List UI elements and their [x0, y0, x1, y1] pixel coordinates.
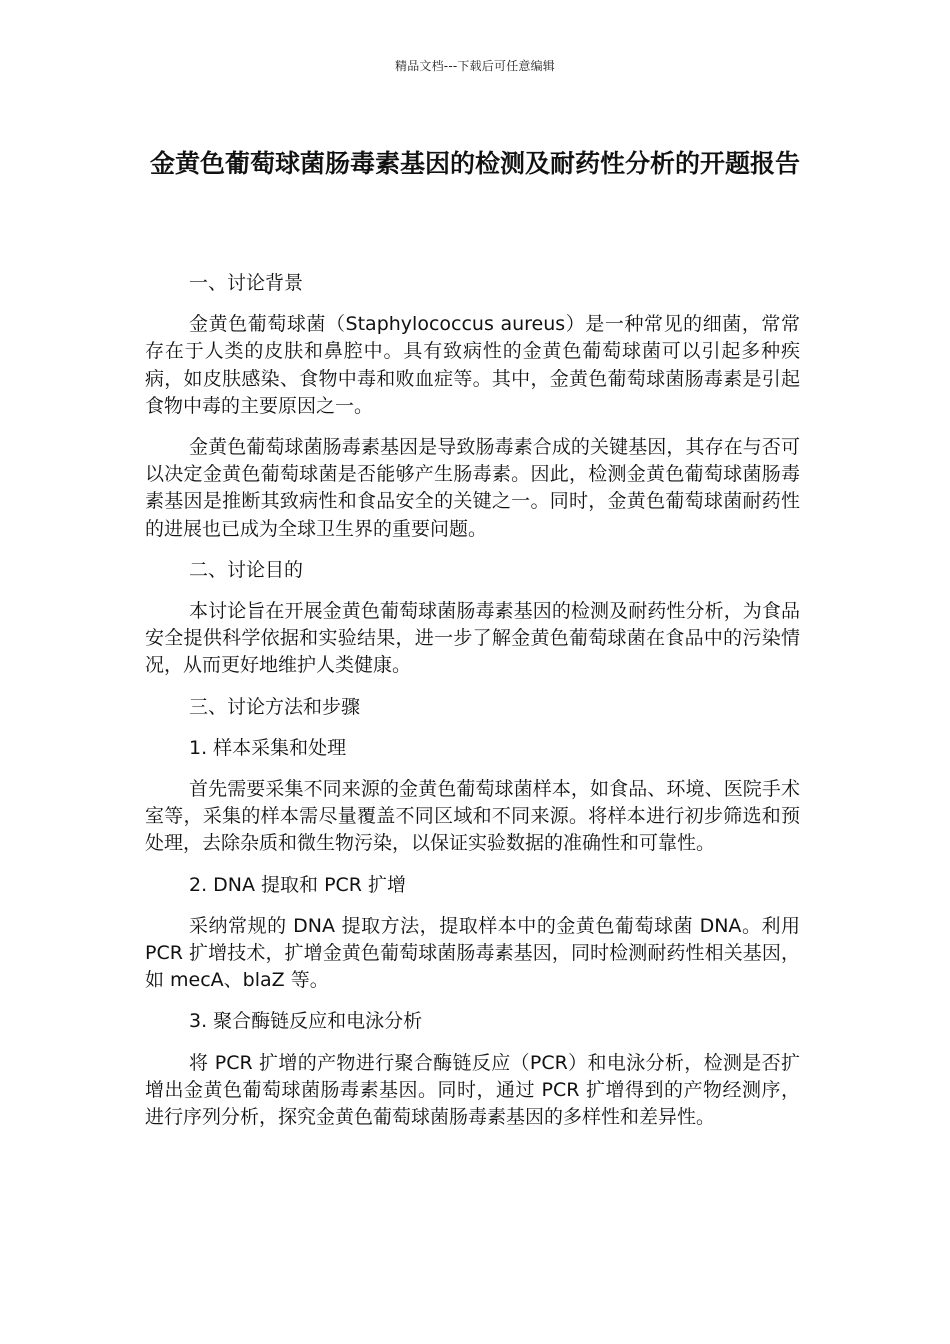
paragraph-background-2: 金黄色葡萄球菌肠毒素基因是导致肠毒素合成的关键基因，其存在与否可以决定金黄色葡萄球菌是否能够产生肠毒素。因此，检测金黄色葡萄球菌肠毒素基因是推断其致病性和食品安全的关键之一。同时，金黄色葡萄球菌耐药性的进展也已成为全球卫生界的重要问题。	[145, 436, 800, 540]
paragraph-sampling: 首先需要采集不同来源的金黄色葡萄球菌样本，如食品、环境、医院手术室等，采集的样本需尽量覆盖不同区域和不同来源。将样本进行初步筛选和预处理，去除杂质和微生物污染，以保证实验数据的准确性和可靠性。	[145, 778, 800, 855]
paragraph-dna-pcr: 采纳常规的 DNA 提取方法，提取样本中的金黄色葡萄球菌 DNA。利用 PCR 扩增技术，扩增金黄色葡萄球菌肠毒素基因，同时检测耐药性相关基因，如 mecA、blaZ 等。	[145, 914, 800, 992]
section-heading-purpose: 二、讨论目的	[189, 558, 304, 581]
section-heading-background: 一、讨论背景	[189, 272, 304, 294]
subheading-dna-pcr: 2. DNA 提取和 PCR 扩增	[189, 873, 407, 896]
subheading-sampling: 1. 样本采集和处理	[189, 736, 347, 759]
document-body	[145, 270, 800, 1145]
paragraph-purpose: 本讨论旨在开展金黄色葡萄球菌肠毒素基因的检测及耐药性分析，为食品安全提供科学依据和实验结果，进一步了解金黄色葡萄球菌在食品中的污染情况，从而更好地维护人类健康。	[145, 600, 800, 677]
paragraph-electrophoresis: 将 PCR 扩增的产物进行聚合酶链反应（PCR）和电泳分析，检测是否扩增出金黄色葡萄球菌肠毒素基因。同时，通过 PCR 扩增得到的产物经测序，进行序列分析，探究金黄色葡萄球菌肠毒素基因的多样性和差异性。	[145, 1051, 800, 1129]
section-heading-methods: 三、讨论方法和步骤	[189, 695, 361, 718]
header-note: 精品文档---下载后可任意编辑	[395, 59, 555, 73]
paragraph-background-1: 金黄色葡萄球菌（Staphylococcus aureus）是一种常见的细菌，常常存在于人类的皮肤和鼻腔中。具有致病性的金黄色葡萄球菌可以引起多种疾病，如皮肤感染、食物中毒和败血症等。其中，金黄色葡萄球菌肠毒素是引起食物中毒的主要原因之一。	[145, 313, 800, 417]
document-title: 金黄色葡萄球菌肠毒素基因的检测及耐药性分析的开题报告	[149, 149, 800, 178]
subheading-electrophoresis: 3. 聚合酶链反应和电泳分析	[189, 1010, 423, 1033]
